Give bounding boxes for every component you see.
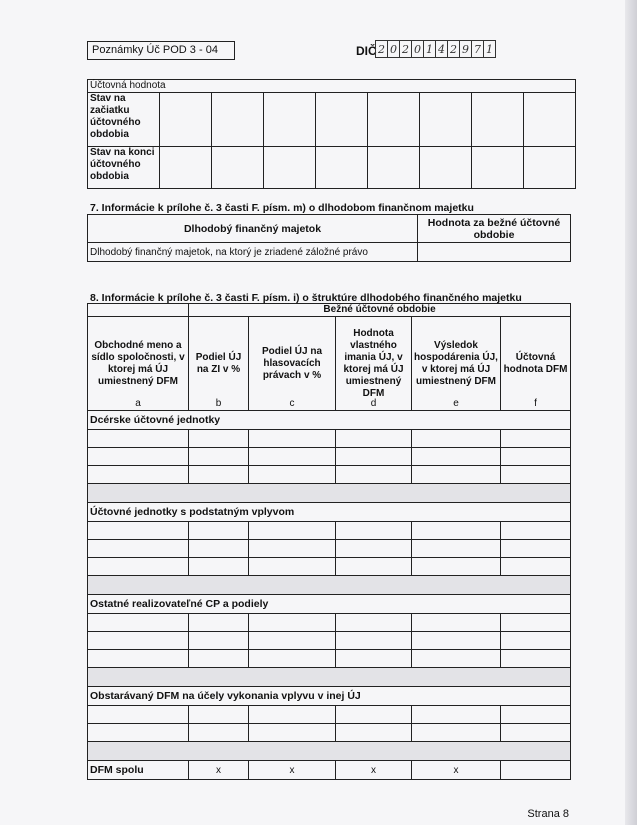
dic-digit-box: 4 — [435, 40, 448, 58]
cell[interactable] — [189, 706, 249, 724]
cell[interactable] — [88, 632, 189, 650]
cell[interactable] — [501, 448, 571, 466]
cell[interactable] — [336, 466, 412, 484]
cell[interactable] — [249, 724, 336, 742]
row-start-label: Stav na začiatku účtovného obdobia — [88, 93, 160, 147]
cell[interactable] — [501, 706, 571, 724]
cell[interactable] — [501, 540, 571, 558]
s8-col-f-header: Účtovná hodnota DFM f — [501, 317, 571, 411]
cell[interactable] — [88, 650, 189, 668]
s8-corner — [88, 304, 189, 317]
cell[interactable] — [501, 558, 571, 576]
cell[interactable] — [212, 147, 264, 189]
cell[interactable] — [524, 147, 576, 189]
s8-col-c-header: Podiel ÚJ na hlasovacích právach v % c — [249, 317, 336, 411]
cell[interactable] — [336, 632, 412, 650]
total-label: DFM spolu — [88, 761, 189, 780]
cell[interactable] — [412, 430, 501, 448]
cell[interactable] — [88, 522, 189, 540]
s7-row1-label: Dlhodobý finančný majetok, na ktorý je zriadené záložné právo — [88, 243, 418, 262]
page-edge — [625, 0, 637, 825]
cell[interactable] — [249, 706, 336, 724]
dic-digit-box: 2 — [447, 40, 460, 58]
page-number: Strana 8 — [527, 808, 569, 820]
cell[interactable] — [368, 147, 420, 189]
dic-digit-boxes — [376, 40, 496, 58]
s7-row1-value[interactable] — [418, 243, 571, 262]
dic-digit-box: 7 — [471, 40, 484, 58]
cell[interactable] — [160, 147, 212, 189]
cell[interactable] — [189, 558, 249, 576]
cell[interactable] — [501, 466, 571, 484]
cell[interactable] — [316, 147, 368, 189]
s8-col-d-header: Hodnota vlastného imania ÚJ, v ktorej má ÚJ umiestnený DFM d — [336, 317, 412, 411]
dic-digit-box: 0 — [387, 40, 400, 58]
cell[interactable] — [249, 632, 336, 650]
cell[interactable] — [412, 448, 501, 466]
value-table — [87, 79, 576, 189]
cell[interactable] — [412, 724, 501, 742]
s8-col-e-header: Výsledok hospodárenia ÚJ, v ktorej má ÚJ umiestnený DFM e — [412, 317, 501, 411]
cell[interactable] — [88, 466, 189, 484]
group-header-significant-influence: Účtovné jednotky s podstatným vplyvom — [88, 503, 571, 522]
s8-col-a-header: Obchodné meno a sídlo spoločnosti, v ktorej má ÚJ umiestnený DFM a — [88, 317, 189, 411]
spacer-row — [88, 742, 571, 761]
total-mark-e: x — [412, 761, 501, 780]
cell[interactable] — [189, 430, 249, 448]
spacer-row — [88, 576, 571, 595]
cell[interactable] — [249, 650, 336, 668]
dic-label: DIČ — [356, 44, 377, 58]
cell[interactable] — [501, 522, 571, 540]
cell[interactable] — [249, 614, 336, 632]
section7-table — [87, 214, 571, 262]
cell[interactable] — [189, 614, 249, 632]
cell[interactable] — [412, 614, 501, 632]
total-mark-b: x — [189, 761, 249, 780]
cell[interactable] — [501, 430, 571, 448]
cell[interactable] — [249, 522, 336, 540]
cell[interactable] — [264, 147, 316, 189]
s7-col2-header: Hodnota za bežné účtovné obdobie — [418, 215, 571, 243]
cell[interactable] — [212, 93, 264, 147]
cell[interactable] — [189, 522, 249, 540]
cell[interactable] — [189, 632, 249, 650]
cell[interactable] — [88, 448, 189, 466]
cell[interactable] — [368, 93, 420, 147]
cell[interactable] — [336, 522, 412, 540]
cell[interactable] — [524, 93, 576, 147]
cell[interactable] — [336, 448, 412, 466]
cell[interactable] — [501, 632, 571, 650]
cell[interactable] — [412, 522, 501, 540]
cell[interactable] — [336, 558, 412, 576]
cell[interactable] — [412, 632, 501, 650]
total-mark-c: x — [249, 761, 336, 780]
cell[interactable] — [501, 650, 571, 668]
section7-heading: 7. Informácie k prílohe č. 3 časti F. písm. m) o dlhodobom finančnom majetku — [90, 202, 474, 214]
group-header-subsidiaries: Dcérske účtovné jednotky — [88, 411, 571, 430]
dic-digit-box: 2 — [399, 40, 412, 58]
cell[interactable] — [88, 724, 189, 742]
cell[interactable] — [88, 614, 189, 632]
cell[interactable] — [88, 706, 189, 724]
cell[interactable] — [336, 724, 412, 742]
cell[interactable] — [336, 430, 412, 448]
cell[interactable] — [88, 430, 189, 448]
cell[interactable] — [472, 93, 524, 147]
cell[interactable] — [336, 614, 412, 632]
s8-col-b-header: Podiel ÚJ na ZI v % b — [189, 317, 249, 411]
cell[interactable] — [501, 614, 571, 632]
cell[interactable] — [249, 430, 336, 448]
dic-digit-box: 1 — [483, 40, 496, 58]
dic-digit-box: 1 — [423, 40, 436, 58]
cell[interactable] — [412, 650, 501, 668]
cell[interactable] — [249, 448, 336, 466]
dic-digit-box: 2 — [375, 40, 388, 58]
cell[interactable] — [336, 706, 412, 724]
cell[interactable] — [249, 540, 336, 558]
group-header-other-securities: Ostatné realizovateľné CP a podiely — [88, 595, 571, 614]
cell[interactable] — [412, 540, 501, 558]
cell[interactable] — [412, 706, 501, 724]
cell[interactable] — [249, 466, 336, 484]
section8-heading: 8. Informácie k prílohe č. 3 časti F. písm. i) o štruktúre dlhodobého finančného majetku — [90, 292, 522, 304]
group-header-acquired-dfm: Obstarávaný DFM na účely vykonania vplyvu v inej ÚJ — [88, 687, 571, 706]
cell[interactable] — [420, 147, 472, 189]
cell[interactable] — [264, 93, 316, 147]
cell[interactable] — [336, 540, 412, 558]
cell[interactable] — [336, 650, 412, 668]
cell[interactable] — [412, 558, 501, 576]
cell[interactable] — [501, 724, 571, 742]
cell[interactable] — [160, 93, 212, 147]
cell[interactable] — [420, 93, 472, 147]
cell[interactable] — [189, 650, 249, 668]
cell[interactable] — [88, 540, 189, 558]
dic-digit-box: 9 — [459, 40, 472, 58]
cell[interactable] — [189, 448, 249, 466]
total-value-f[interactable] — [501, 761, 571, 780]
form-title: Poznámky Úč POD 3 - 04 — [87, 41, 235, 60]
cell[interactable] — [189, 724, 249, 742]
cell[interactable] — [472, 147, 524, 189]
spacer-row — [88, 484, 571, 503]
dic-digit-box: 0 — [411, 40, 424, 58]
cell[interactable] — [189, 466, 249, 484]
spacer-row — [88, 668, 571, 687]
cell[interactable] — [249, 558, 336, 576]
s7-col1-header: Dlhodobý finančný majetok — [88, 215, 418, 243]
section8-table — [87, 303, 571, 780]
s8-period-header: Bežné účtovné obdobie — [189, 304, 571, 317]
total-mark-d: x — [336, 761, 412, 780]
cell[interactable] — [412, 466, 501, 484]
row-end-label: Stav na konci účtovného obdobia — [88, 147, 160, 189]
value-caption: Účtovná hodnota — [88, 80, 576, 93]
cell[interactable] — [88, 558, 189, 576]
cell[interactable] — [316, 93, 368, 147]
cell[interactable] — [189, 540, 249, 558]
